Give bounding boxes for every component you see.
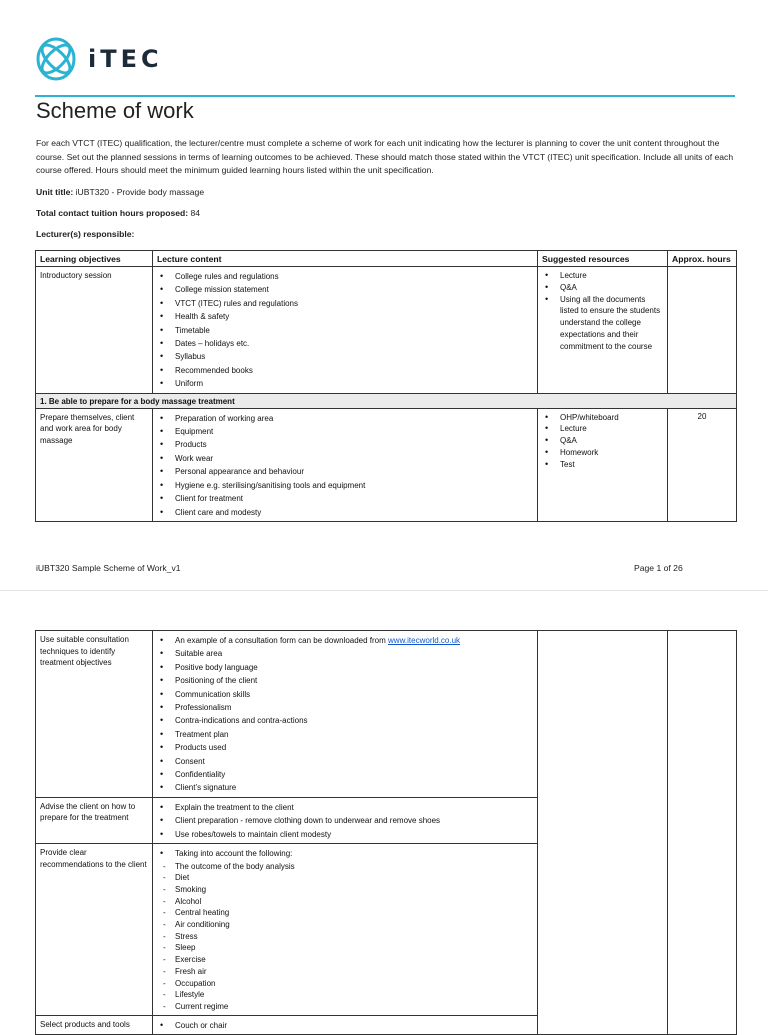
list-item: • Personal appearance and behaviour (157, 465, 533, 478)
list-item: • Q&A (542, 282, 663, 294)
list-item: • College rules and regulations (157, 270, 533, 283)
unit-title-line (36, 187, 204, 197)
hours-line (36, 208, 200, 218)
hours-label: Total contact tuition hours proposed: (36, 208, 189, 218)
lecturer-line (36, 229, 134, 239)
intro-paragraph: For each VTCT (ITEC) qualification, the lecturer/centre must complete a scheme of work for each unit indicating how the lecturer is planning to cover the unit content throughout the course. Set out the planned sessions in terms of learning outcomes to be achieved. These should match those stated within the VTCT (ITEC) unit specification. Include all units of each course offered. Hours should meet the minimum guided learning hours listed within the unit specification. (36, 138, 734, 175)
list-item: • Preparation of working area (157, 412, 533, 425)
header-approx-hours: Approx. hours (668, 251, 737, 267)
scheme-table-page-2 (35, 630, 737, 1035)
list-item: • Equipment (157, 425, 533, 438)
list-item: • Use robes/towels to maintain client modesty (157, 828, 533, 841)
table-row (36, 408, 737, 521)
objective-cell: Provide clear recommendations to the client (36, 844, 153, 1016)
list-item: • Positive body language (157, 661, 533, 674)
hours-cell (668, 631, 737, 1035)
list-item: • Client care and modesty (157, 506, 533, 519)
list-item: • Dates – holidays etc. (157, 337, 533, 350)
resources-cell (538, 267, 668, 394)
objective-cell: Introductory session (36, 267, 153, 394)
list-item: - Lifestyle (163, 989, 533, 1001)
page-2 (0, 590, 768, 1030)
list-item: • Taking into account the following: (157, 847, 533, 860)
table-row (36, 631, 737, 798)
link-prefix: An example of a consultation form can be downloaded from (175, 636, 386, 645)
list-item: - Fresh air (163, 966, 533, 978)
list-item (157, 634, 533, 647)
list-item: • Test (542, 459, 663, 471)
list-item: - Air conditioning (163, 919, 533, 931)
list-item: • OHP/whiteboard (542, 412, 663, 424)
list-item: • Using all the documents listed to ensure the students understand the college expectations and their commitment to the course (542, 294, 663, 353)
list-item: • VTCT (ITEC) rules and regulations (157, 297, 533, 310)
footer-document-name: iUBT320 Sample Scheme of Work_v1 (36, 563, 181, 573)
list-item: • Recommended books (157, 364, 533, 377)
lecturer-label: Lecturer(s) responsible: (36, 229, 135, 239)
list-item: • Professionalism (157, 701, 533, 714)
section-heading: 1. Be able to prepare for a body massage treatment (36, 393, 737, 408)
objective-cell: Use suitable consultation techniques to identify treatment objectives (36, 631, 153, 798)
list-item: • Products used (157, 741, 533, 754)
list-item: • Treatment plan (157, 728, 533, 741)
list-item: • Confidentiality (157, 768, 533, 781)
list-item: - Central heating (163, 907, 533, 919)
itec-logo (34, 35, 163, 83)
content-cell (153, 408, 538, 521)
resources-cell (538, 631, 668, 1035)
footer-page-number: Page 1 of 26 (634, 563, 683, 573)
list-item: - Stress (163, 931, 533, 943)
list-item: • Suitable area (157, 647, 533, 660)
list-item: • Positioning of the client (157, 674, 533, 687)
list-item: • Contra-indications and contra-actions (157, 714, 533, 727)
unit-title-value: iUBT320 - Provide body massage (75, 187, 205, 197)
content-cell (153, 267, 538, 394)
scheme-table-page-1 (35, 250, 737, 522)
list-item: • Health & safety (157, 310, 533, 323)
header-rule (35, 95, 735, 97)
list-item: • Client preparation - remove clothing down to underwear and remove shoes (157, 814, 533, 827)
list-item: • Lecture (542, 423, 663, 435)
list-item: • Work wear (157, 452, 533, 465)
content-cell (153, 797, 538, 843)
brand-name: iTEC (88, 45, 163, 73)
objective-cell: Prepare themselves, client and work area for body massage (36, 408, 153, 521)
objective-cell: Advise the client on how to prepare for the treatment (36, 797, 153, 843)
list-item: • Couch or chair (157, 1019, 533, 1032)
list-item: - Smoking (163, 884, 533, 896)
list-item: • Products (157, 438, 533, 451)
hours-value: 84 (190, 208, 201, 218)
list-item: • Uniform (157, 377, 533, 390)
unit-title-label: Unit title: (36, 187, 74, 197)
page-title: Scheme of work (36, 98, 194, 123)
content-cell (153, 844, 538, 1016)
list-item: - Exercise (163, 954, 533, 966)
content-cell (153, 1015, 538, 1034)
resources-cell (538, 408, 668, 521)
list-item: - Sleep (163, 942, 533, 954)
objective-cell: Select products and tools (36, 1015, 153, 1034)
itecworld-link[interactable]: www.itecworld.co.uk (388, 636, 461, 645)
header-suggested-resources: Suggested resources (538, 251, 668, 267)
content-cell (153, 631, 538, 798)
list-item: • Explain the treatment to the client (157, 801, 533, 814)
list-item: - Current regime (163, 1001, 533, 1013)
list-item: • Q&A (542, 435, 663, 447)
table-header-row (36, 251, 737, 267)
list-item: • Client’s signature (157, 781, 533, 794)
list-item: - Alcohol (163, 896, 533, 908)
hours-cell: 20 (668, 408, 737, 521)
header-learning-objectives: Learning objectives (36, 251, 153, 267)
list-item: • Client for treatment (157, 492, 533, 505)
itec-globe-icon (34, 35, 78, 83)
list-item: - Occupation (163, 978, 533, 990)
header-lecture-content: Lecture content (153, 251, 538, 267)
hours-cell (668, 267, 737, 394)
list-item: - The outcome of the body analysis (163, 861, 533, 873)
list-item: • Lecture (542, 270, 663, 282)
list-item: • Timetable (157, 324, 533, 337)
list-item: - Diet (163, 872, 533, 884)
list-item: • Hygiene e.g. sterilising/sanitising tools and equipment (157, 479, 533, 492)
list-item: • Homework (542, 447, 663, 459)
list-item: • Communication skills (157, 688, 533, 701)
list-item: • Consent (157, 755, 533, 768)
list-item: • College mission statement (157, 283, 533, 296)
list-item: • Syllabus (157, 350, 533, 363)
section-row (36, 393, 737, 408)
table-row (36, 267, 737, 394)
